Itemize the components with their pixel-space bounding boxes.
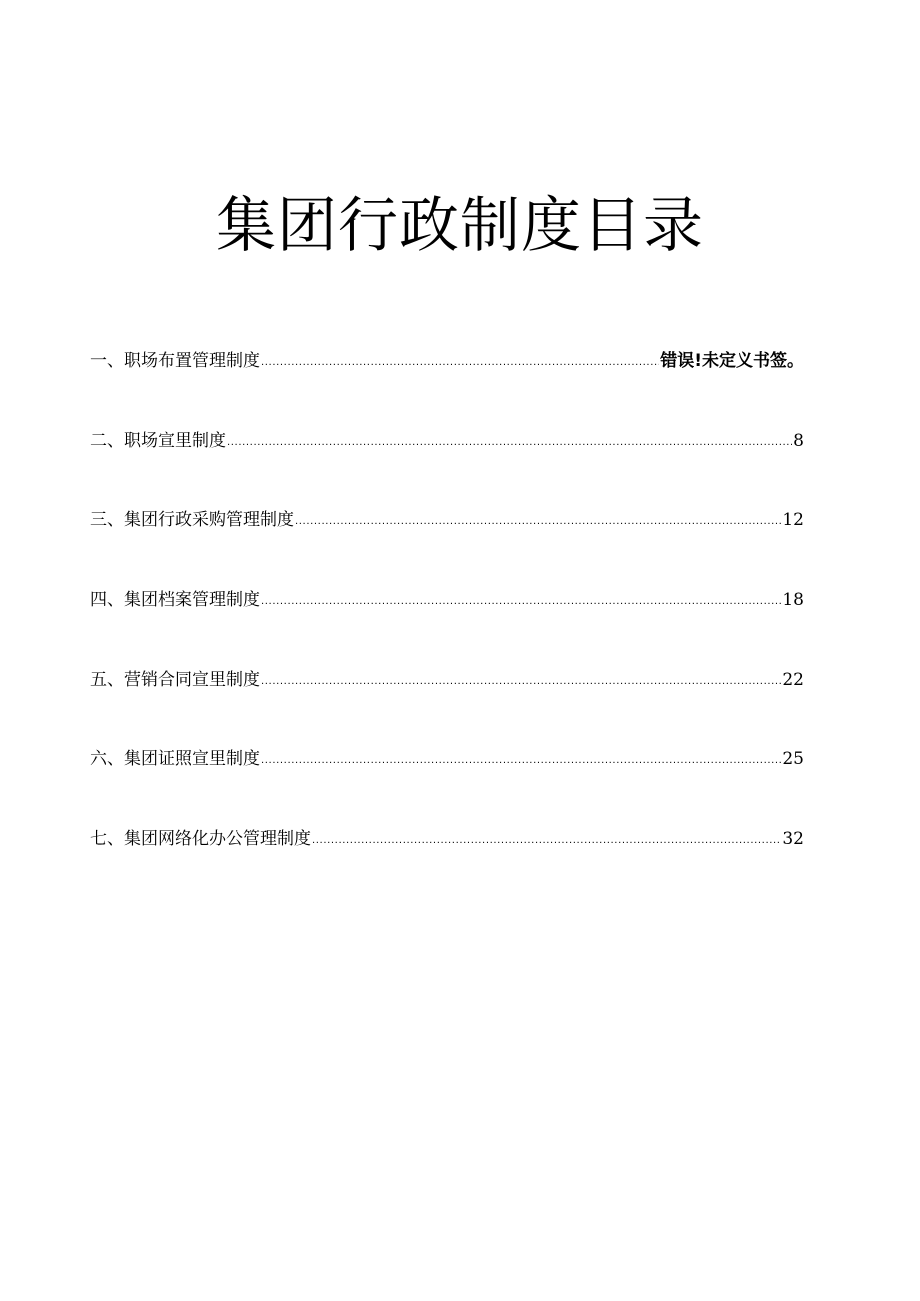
toc-entry-6[interactable] [90, 746, 804, 772]
toc-entry-page: 25 [782, 749, 804, 770]
toc-entry-label: 三、集团行政采购管理制度 [90, 510, 294, 531]
toc-entry-label: 四、集团档案管理制度 [90, 590, 260, 611]
toc-dot-leader [295, 517, 781, 527]
toc-entry-page: 22 [782, 669, 804, 690]
table-of-contents [90, 348, 804, 906]
toc-dot-leader [227, 438, 792, 448]
toc-dot-leader [312, 836, 781, 846]
toc-entry-label: 二、职场宣里制度 [90, 430, 226, 451]
toc-entry-2[interactable] [90, 428, 804, 454]
toc-entry-label: 七、集团网络化办公管理制度 [90, 829, 311, 850]
toc-entry-page: 错误!未定义书签。 [660, 351, 804, 371]
toc-entry-page: 8 [793, 430, 804, 451]
toc-entry-label: 六、集团证照宣里制度 [90, 749, 260, 770]
toc-dot-leader [261, 677, 781, 687]
document-title: 集团行政制度目录 [216, 191, 704, 261]
toc-entry-4[interactable] [90, 587, 804, 613]
toc-entry-label: 一、职场布置管理制度 [90, 351, 260, 371]
toc-entry-7[interactable] [90, 826, 804, 852]
toc-entry-page: 12 [782, 510, 804, 531]
toc-entry-page: 18 [782, 590, 804, 611]
toc-entry-5[interactable] [90, 667, 804, 693]
toc-dot-leader [261, 756, 781, 766]
toc-entry-page: 32 [782, 829, 804, 850]
toc-dot-leader [261, 597, 781, 607]
toc-entry-label: 五、营销合同宣里制度 [90, 669, 260, 690]
toc-entry-1[interactable] [90, 348, 804, 374]
toc-dot-leader [261, 358, 659, 368]
toc-entry-3[interactable] [90, 507, 804, 533]
